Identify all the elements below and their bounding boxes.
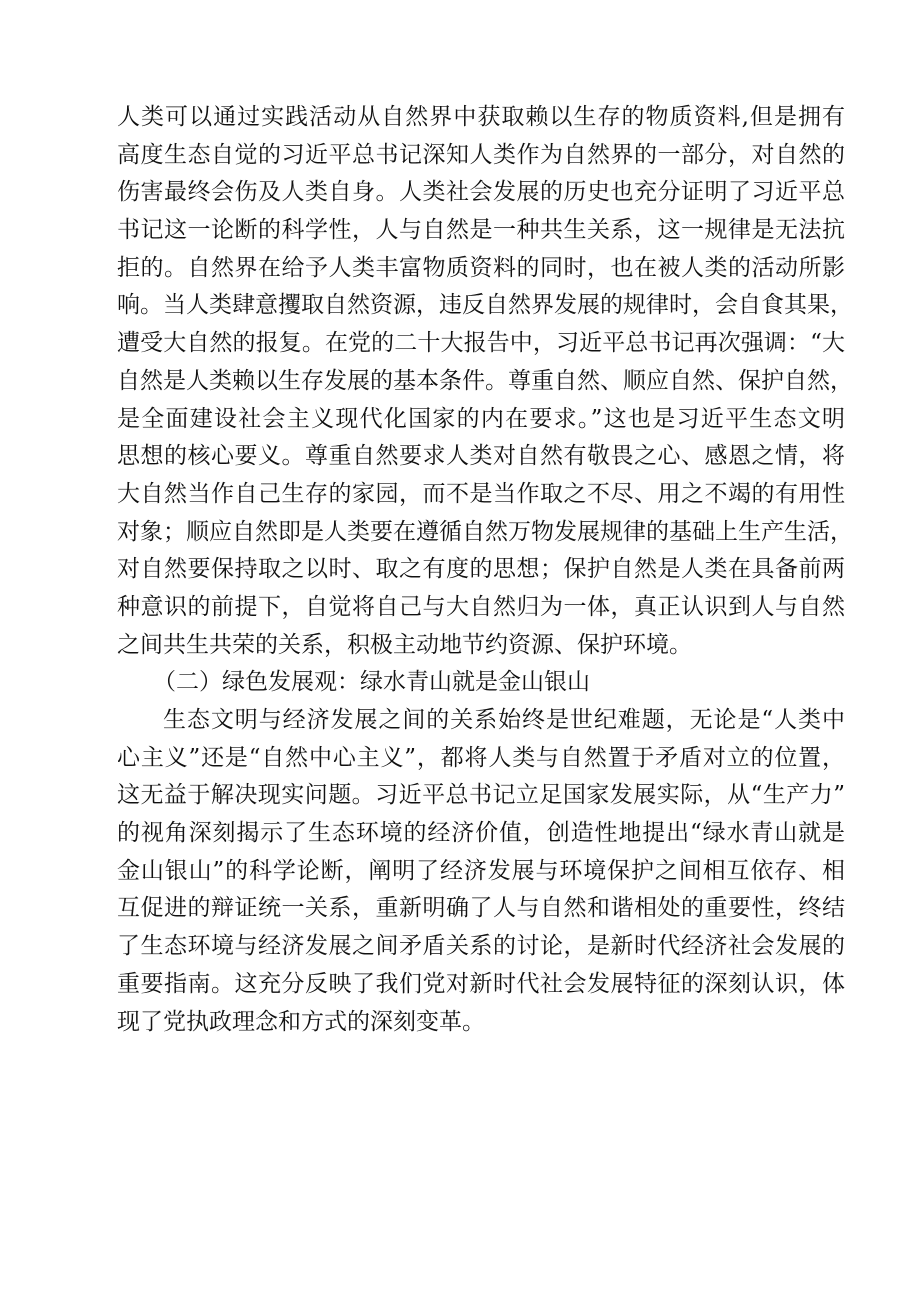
text-line: 现了党执政理念和方式的深刻变革。 (117, 1008, 485, 1035)
text-line: 生态文明与经济发展之间的关系始终是世纪难题，无论是“人类中 (163, 707, 845, 733)
text-line: 互促进的辩证统一关系，重新明确了人与自然和谐相处的重要性，终结 (117, 895, 845, 922)
text-line: 拒的。自然界在给予人类丰富物质资料的同时，也在被人类的活动所影 (117, 254, 845, 281)
paragraph-1 (117, 99, 853, 664)
text-line: 金山银山”的科学论断，阐明了经济发展与环境保护之间相互依存、相 (117, 857, 845, 884)
text-line: 书记这一论断的科学性，人与自然是一种共生关系，这一规律是无法抗 (117, 217, 845, 244)
body-text (117, 99, 853, 1041)
text-line: 对自然要保持取之以时、取之有度的思想；保护自然是人类在具备前两 (117, 556, 845, 583)
text-line: 了生态环境与经济发展之间矛盾关系的讨论，是新时代经济社会发展的 (117, 933, 845, 960)
text-line: 是全面建设社会主义现代化国家的内在要求。”这也是习近平生态文明 (117, 405, 845, 432)
text-line: 大自然当作自己生存的家园，而不是当作取之不尽、用之不竭的有用性 (117, 480, 845, 507)
text-line: 自然是人类赖以生存发展的基本条件。尊重自然、顺应自然、保护自然， (117, 367, 853, 394)
paragraph-2 (117, 702, 845, 1041)
text-line: 对象；顺应自然即是人类要在遵循自然万物发展规律的基础上生产生活， (117, 518, 853, 545)
text-line: 遭受大自然的报复。在党的二十大报告中，习近平总书记再次强调：“大 (117, 330, 845, 357)
text-line: 响。当人类肆意攫取自然资源，违反自然界发展的规律时，会自食其果， (117, 292, 853, 319)
text-line: 伤害最终会伤及人类自身。人类社会发展的历史也充分证明了习近平总 (117, 179, 845, 206)
text-line: 之间共生共荣的关系，积极主动地节约资源、保护环境。 (117, 631, 692, 658)
text-line: 重要指南。这充分反映了我们党对新时代社会发展特征的深刻认识，体 (117, 970, 845, 997)
text-line: 这无益于解决现实问题。习近平总书记立足国家发展实际，从“生产力” (117, 782, 845, 809)
text-line: 种意识的前提下，自觉将自己与大自然归为一体，真正认识到人与自然 (117, 593, 845, 620)
text-line: 思想的核心要义。尊重自然要求人类对自然有敬畏之心、感恩之情，将 (117, 443, 845, 470)
text-line: 心主义”还是“自然中心主义”，都将人类与自然置于矛盾对立的位置， (117, 744, 845, 771)
text-line: 高度生态自觉的习近平总书记深知人类作为自然界的一部分，对自然的 (117, 141, 845, 168)
text-line: 人类可以通过实践活动从自然界中获取赖以生存的物质资料,但是拥有 (117, 104, 845, 130)
section-heading: （二）绿色发展观：绿水青山就是金山银山 (153, 669, 590, 696)
text-line: 的视角深刻揭示了生态环境的经济价值，创造性地提出“绿水青山就是 (117, 820, 845, 847)
